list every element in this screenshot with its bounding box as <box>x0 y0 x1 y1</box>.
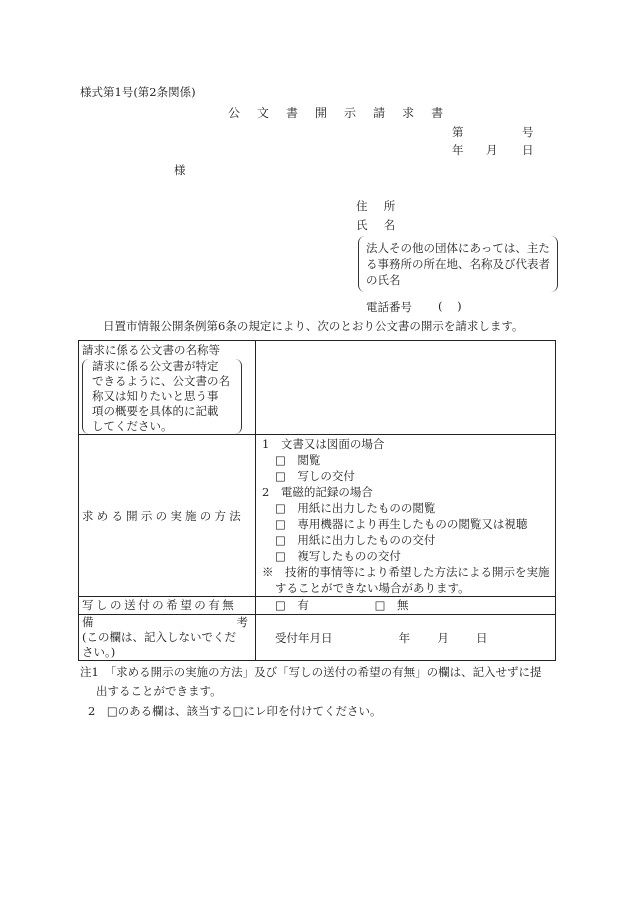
phone-label: 電話番号 <box>366 300 412 314</box>
disclosure-method-options-cell <box>256 435 556 597</box>
date-month-label: 月 <box>486 143 498 157</box>
intro-text: 日置市情報公開条例第6条の規定により、次のとおり公文書の開示を請求します。 <box>103 319 524 333</box>
option-device-playback[interactable]: □ 専用機器により再生したものの閲覧又は視聴 <box>275 517 528 531</box>
number-label-dai: 第 <box>452 125 464 139</box>
addressee-suffix: 様 <box>174 163 186 177</box>
date-day-label: 日 <box>522 143 534 157</box>
date-year-label: 年 <box>452 143 464 157</box>
option-printout-delivery[interactable]: □ 用紙に出力したものの交付 <box>275 533 436 547</box>
footnote-1-cont: 出することができます。 <box>96 684 222 698</box>
footnote-2: 2 □のある欄は、該当する□にレ印を付けてください。 <box>88 704 382 718</box>
corp-note-line: の氏名 <box>366 273 401 287</box>
note-line: してください。 <box>92 419 173 433</box>
remarks-note-line: (この欄は、記入しないでくだ <box>82 630 236 644</box>
form-reference: 様式第1号(第2条関係) <box>80 85 196 99</box>
category-electromagnetic: 2 電磁的記録の場合 <box>262 485 373 499</box>
footnote-1: 注1 「求める開示の実施の方法」及び「写しの送付の希望の有無」の欄は、記入せずに提 <box>80 665 542 679</box>
document-name-heading-cell <box>79 341 256 435</box>
table-row <box>79 435 556 597</box>
address-label: 住 所 <box>356 199 402 213</box>
corp-note-line: る事務所の所在地、名称及び代表者 <box>366 257 550 271</box>
option-copy-delivery-electronic[interactable]: □ 複写したものの交付 <box>275 549 401 563</box>
copy-send-options-cell <box>256 597 556 615</box>
remarks-received-cell <box>256 615 556 661</box>
copy-send-heading: 写しの送付の希望の有無 <box>82 598 237 612</box>
document-name-heading: 請求に係る公文書の名称等 <box>82 343 220 357</box>
received-date-label: 受付年月日 <box>275 630 333 645</box>
option-copy-send-yes[interactable]: □ 有 <box>275 598 309 612</box>
document-name-note-bracket <box>82 359 242 434</box>
note-line: 項の概要を具体的に記載 <box>92 404 219 418</box>
received-day-label: 日 <box>475 630 488 645</box>
name-label: 氏 名 <box>356 218 402 232</box>
request-table <box>78 340 556 661</box>
document-name-input-cell[interactable] <box>256 341 556 435</box>
disclosure-method-heading: 求める開示の実施の方法 <box>82 508 244 523</box>
option-copy-send-no[interactable]: □ 無 <box>374 598 409 612</box>
corp-note <box>366 240 550 288</box>
note-line: 請求に係る公文書が特定 <box>92 359 219 373</box>
option-copy-delivery[interactable]: □ 写しの交付 <box>275 469 355 483</box>
remarks-heading-left: 備 <box>82 615 94 629</box>
table-row <box>79 615 556 661</box>
technical-note: ※ 技術的事情等により希望した方法による開示を実施 <box>262 565 550 579</box>
page-title: 公 文 書 開 示 請 求 書 <box>228 106 450 120</box>
table-row <box>79 597 556 615</box>
category-document: 1 文書又は図面の場合 <box>262 437 385 451</box>
received-year-label: 年 <box>398 630 411 645</box>
note-line: 称又は知りたいと思う事 <box>92 389 219 403</box>
received-month-label: 月 <box>437 630 449 645</box>
disclosure-method-heading-cell <box>79 435 256 597</box>
remarks-heading-cell <box>79 615 256 661</box>
remarks-heading <box>82 615 252 630</box>
number-label-go: 号 <box>522 125 534 139</box>
technical-note-cont: することができない場合があります。 <box>275 581 470 595</box>
remarks-heading-right: 考 <box>236 615 248 629</box>
table-row <box>79 341 556 435</box>
remarks-note-line: さい。) <box>82 645 116 659</box>
phone-parens: ( ) <box>438 299 462 313</box>
document-name-note <box>82 359 252 434</box>
corp-note-line: 法人その他の団体にあっては、主た <box>366 241 550 255</box>
option-inspection[interactable]: □ 閲覧 <box>275 453 321 467</box>
copy-send-heading-cell <box>79 597 256 615</box>
note-line: できるように、公文書の名 <box>92 374 230 388</box>
option-printout-inspection[interactable]: □ 用紙に出力したものの閲覧 <box>275 501 436 515</box>
